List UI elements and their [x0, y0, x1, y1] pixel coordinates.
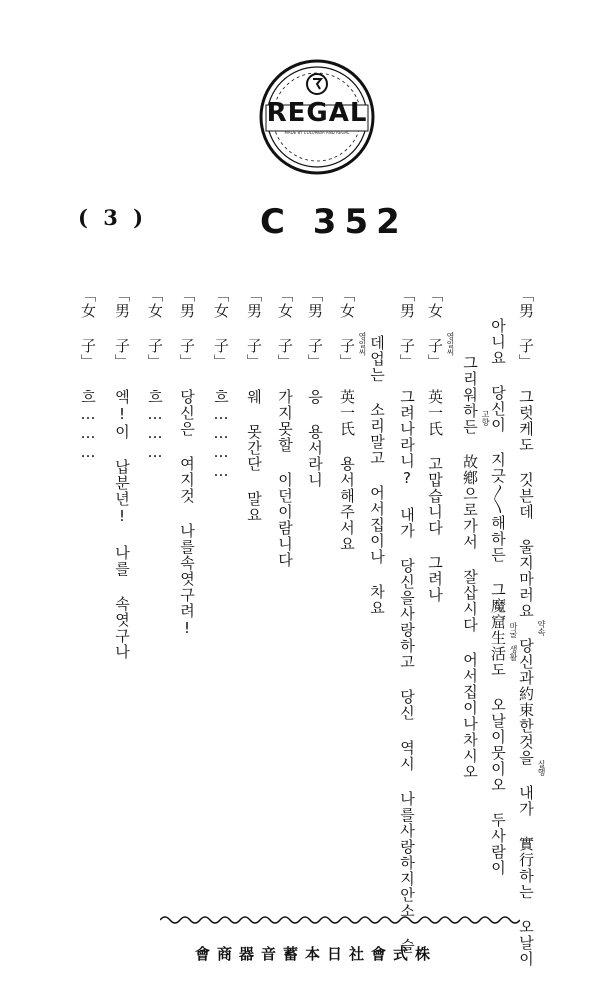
logo-fine-print: MADE BY COLUMBIA AND REGAL — [284, 130, 350, 135]
dialogue-column-2: 아니요 당신이 지긋〳〵해하든 그魔窟生活도 오날이뭇이오 두사람이 — [489, 318, 507, 876]
ruby-gloss: 고향 — [481, 410, 490, 426]
logo-mark-icon — [305, 72, 329, 96]
dialogue-column-3: 그리워하든 故鄕으로가서 잘삽시다 어서집이나차시오 — [461, 355, 479, 780]
dialogue-column-1: 「男 子」 그럿케도 깃븐데 울지마러요 당신과約束한것을 내가 實行하는 오날이 — [517, 287, 535, 967]
ruby-gloss: 마굴 — [509, 622, 518, 638]
dialogue-column-9: 「女 子」 가지못할 이던이람니다 — [276, 287, 294, 568]
catalog-number: C 352 — [260, 202, 408, 242]
dialogue-column-11: 「女 子」 흐………… — [212, 287, 230, 481]
dialogue-column-4: 「女 子」 英一氏 고맙습니다 그려나 — [426, 287, 444, 603]
dialogue-column-12: 「男 子」 당신은 여지것 나를속엿구려! — [178, 287, 196, 638]
regal-logo — [258, 58, 376, 176]
dialogue-column-5: 「男 子」 그려나라니? 내가 당신을사랑하고 당신 역시 나를사랑하지안소 슬 — [398, 287, 416, 954]
wavy-divider — [160, 913, 520, 927]
logo-brand-name: REGAL — [266, 98, 368, 128]
publisher-name: 會商器音蓄本日社會式株 — [195, 945, 438, 963]
ruby-gloss: 생활 — [509, 645, 518, 661]
dialogue-column-6: 데업는 소리말고 어서집이나 차요 — [368, 335, 386, 616]
dialogue-column-7: 「女 子」 英一氏 용서해주서요 — [338, 287, 356, 552]
page-number: ( 3 ) — [78, 205, 148, 230]
ruby-gloss: 실행 — [537, 760, 546, 776]
ruby-gloss: 영일씨 — [358, 332, 367, 356]
dialogue-column-10: 「男 子」 웨 못간단 말요 — [245, 287, 263, 523]
dialogue-column-14: 「男 子」 엑!이 납분년! 나를 속엿구나 — [113, 287, 131, 660]
ruby-gloss: 영일씨 — [446, 332, 455, 356]
dialogue-column-13: 「女 子」 흐……… — [146, 287, 164, 462]
dialogue-column-8: 「男 子」 응 용서라니 — [306, 287, 324, 488]
ruby-gloss: 약속 — [537, 620, 546, 636]
dialogue-column-15: 「女 子」 흐……… — [79, 287, 97, 462]
